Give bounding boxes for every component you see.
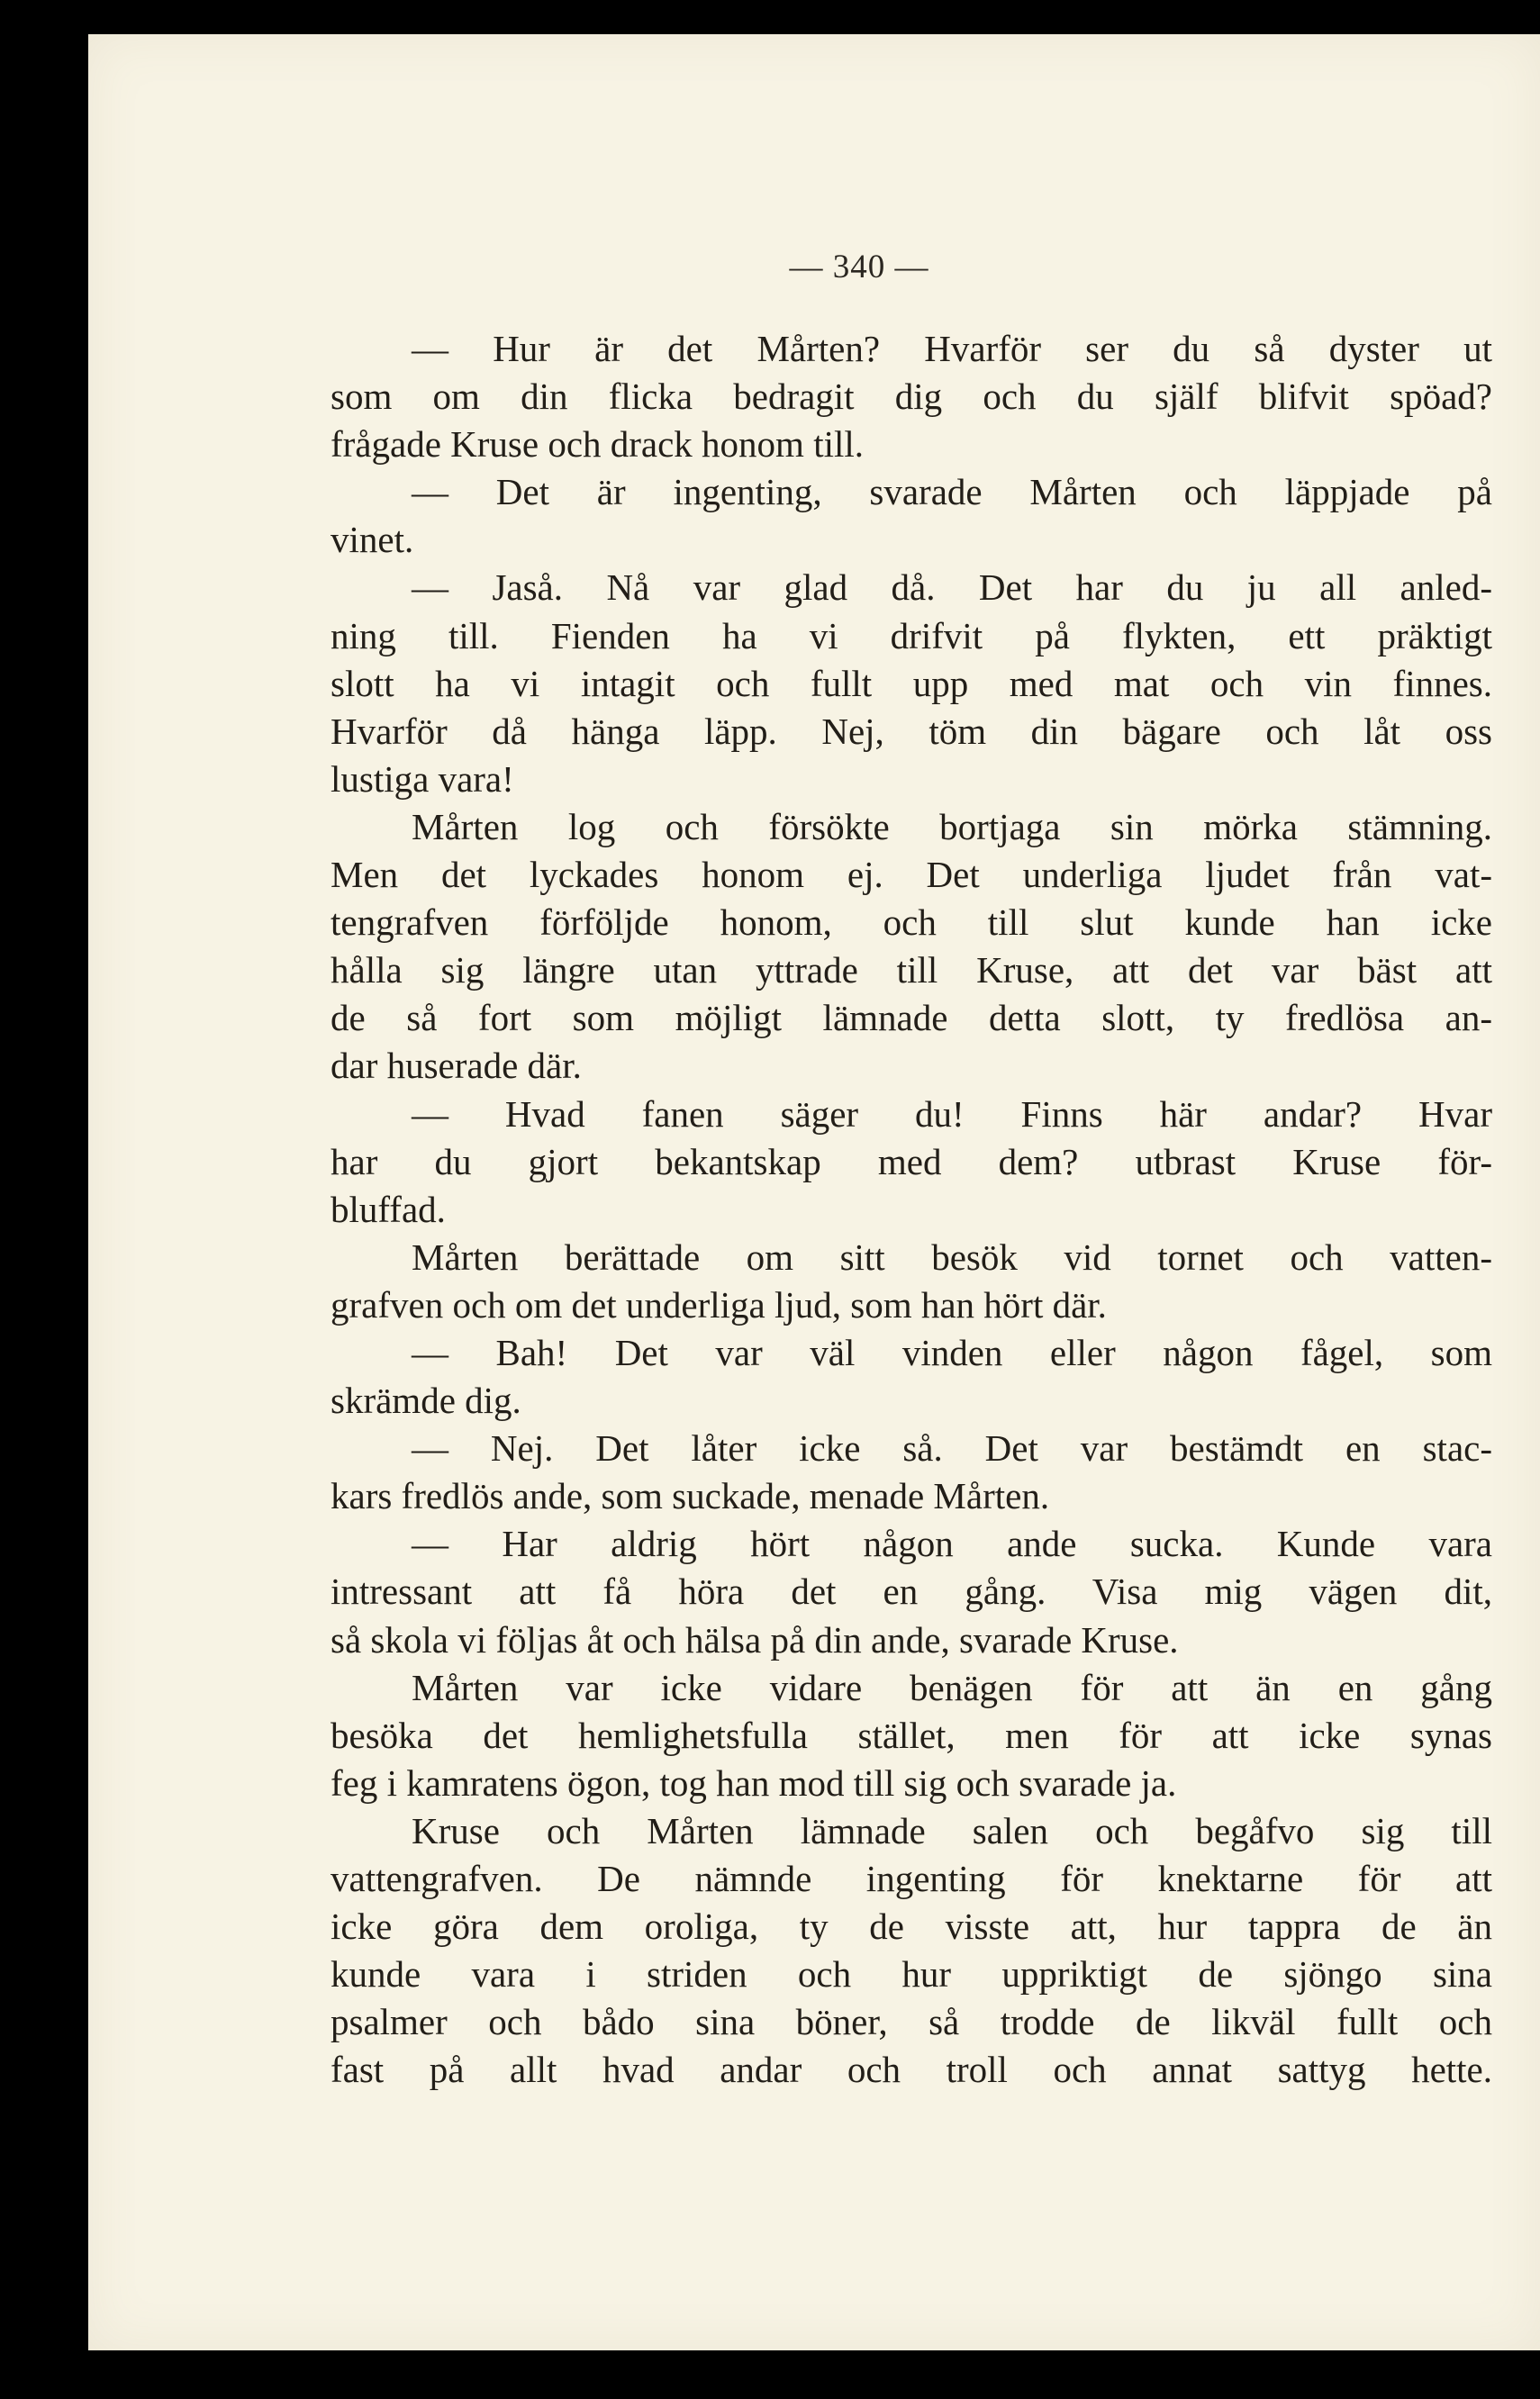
text-line: slott ha vi intagit och fullt upp med mat och vin finnes. [331, 662, 1492, 704]
text-line: psalmer och bådo sina böner, så trodde de likväl fullt och [331, 2001, 1492, 2043]
text-line: Men det lyckades honom ej. Det underliga ljudet från vat- [331, 854, 1492, 896]
text-line: — Bah! Det var väl vinden eller någon fågel, som [412, 1331, 1492, 1373]
text-line: Hvarför då hänga läpp. Nej, töm din bägare och låt oss [331, 710, 1492, 752]
book-page [88, 34, 1540, 2350]
text-line: ning till. Fienden ha vi drifvit på flykten, ett präktigt [331, 614, 1492, 656]
text-line: — Har aldrig hört någon ande sucka. Kunde vara [412, 1523, 1492, 1565]
text-line: Kruse och Mårten lämnade salen och begåfvo sig till [412, 1809, 1492, 1851]
text-line: vinet. [331, 519, 414, 561]
text-line: dar huserade där. [331, 1045, 582, 1087]
text-line: som om din flicka bedragit dig och du själf blifvit spöad? [331, 376, 1492, 418]
page-number: — 340 — [789, 249, 929, 285]
text-line: bluffad. [331, 1188, 446, 1230]
text-line: vattengrafven. De nämnde ingenting för knektarne för att [331, 1858, 1492, 1899]
text-line: kars fredlös ande, som suckade, menade Mårten. [331, 1475, 1050, 1517]
text-line: feg i kamratens ögon, tog han mod till sig och svarade ja. [331, 1761, 1177, 1804]
text-line: lustiga vara! [331, 757, 514, 800]
text-line: fast på allt hvad andar och troll och annat sattyg hette. [331, 2049, 1492, 2091]
text-line: de så fort som möjligt lämnade detta slott, ty fredlösa an- [331, 997, 1492, 1039]
text-line: — Hur är det Mårten? Hvarför ser du så dyster ut [412, 328, 1492, 369]
text-line: — Det är ingenting, svarade Mårten och läppjade på [412, 471, 1492, 513]
text-line: så skola vi följas åt och hälsa på din ande, svarade Kruse. [331, 1618, 1179, 1661]
text-line: Mårten var icke vidare benägen för att än en gång [412, 1666, 1492, 1708]
text-line: har du gjort bekantskap med dem? utbrast Kruse för- [331, 1140, 1492, 1182]
text-line: Mårten berättade om sitt besök vid tornet och vatten- [412, 1236, 1492, 1278]
text-line: — Hvad fanen säger du! Finns här andar? Hvar [412, 1092, 1492, 1135]
text-line: tengrafven förföljde honom, och till slut kunde han icke [331, 901, 1492, 944]
text-line: besöka det hemlighetsfulla stället, men för att icke synas [331, 1714, 1492, 1756]
text-line: grafven och om det underliga ljud, som han hört där. [331, 1283, 1107, 1326]
text-line: — Nej. Det låter icke så. Det var bestämdt en stac- [412, 1427, 1492, 1470]
text-line: hålla sig längre utan yttrade till Kruse, att det var bäst att [331, 949, 1492, 991]
text-line: frågade Kruse och drack honom till. [331, 423, 865, 466]
text-line: Mårten log och försökte bortjaga sin mörka stämning. [412, 805, 1492, 847]
text-line: — Jaså. Nå var glad då. Det har du ju all anled- [412, 566, 1492, 609]
text-line: skrämde dig. [331, 1380, 521, 1422]
text-line: kunde vara i striden och hur uppriktigt de sjöngo sina [331, 1953, 1492, 1996]
text-line: icke göra dem oroliga, ty de visste att, hur tappra de än [331, 1906, 1492, 1948]
text-line: intressant att få höra det en gång. Visa mig vägen dit, [331, 1571, 1492, 1613]
body-text [331, 325, 1492, 2094]
